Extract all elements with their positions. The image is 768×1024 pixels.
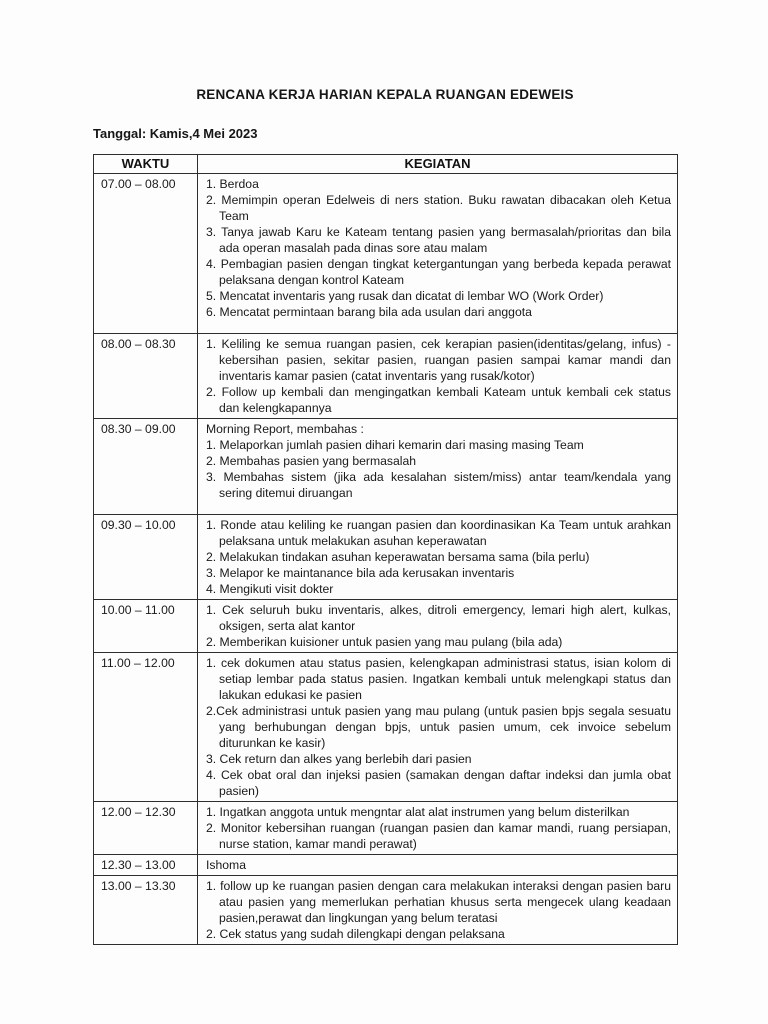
time-cell: 10.00 – 11.00 (94, 600, 198, 653)
activity-cell (198, 419, 678, 515)
table-row (94, 855, 678, 876)
document-content (93, 0, 677, 945)
activity-item: 2. Memimpin operan Edelweis di ners station. Buku rawatan dibacakan oleh Ketua Team (206, 193, 671, 223)
time-cell: 12.00 – 12.30 (94, 802, 198, 855)
activity-cell (198, 515, 678, 600)
activity-cell (198, 653, 678, 802)
table-row (94, 600, 678, 653)
activity-item: 1. Ingatkan anggota untuk mengntar alat alat instrumen yang belum disterilkan (206, 805, 630, 819)
time-cell: 07.00 – 08.00 (94, 174, 198, 334)
activity-item: 1. Melaporkan jumlah pasien dihari kemarin dari masing masing Team (206, 438, 584, 452)
activity-item: 2. Cek status yang sudah dilengkapi dengan pelaksana (206, 927, 505, 941)
time-cell: 11.00 – 12.00 (94, 653, 198, 802)
activity-item: 1. follow up ke ruangan pasien dengan cara melakukan interaksi dengan pasien baru atau pasien yang memerlukan perhatian khusus serta mengecek ulang keadaan pasien,perawat dan lingkungan yang belum teratasi (206, 879, 671, 925)
activity-item: 4. Mengikuti visit dokter (206, 582, 334, 596)
activity-item: 2. Follow up kembali dan mengingatkan kembali Kateam untuk kembali cek status dan kelengkapannya (206, 385, 671, 415)
time-cell: 12.30 – 13.00 (94, 855, 198, 876)
activity-item: 1. Ronde atau keliling ke ruangan pasien dan koordinasikan Ka Team untuk arahkan pelaksana untuk melakukan asuhan keperawatan (206, 518, 671, 548)
table-row (94, 419, 678, 515)
activity-item: 3. Melapor ke maintanance bila ada kerusakan inventaris (206, 566, 515, 580)
activity-cell (198, 855, 678, 876)
table-row (94, 174, 678, 334)
table-header-row (94, 155, 678, 174)
activity-item: 2. Melakukan tindakan asuhan keperawatan bersama sama (bila perlu) (206, 550, 590, 564)
time-cell: 08.30 – 09.00 (94, 419, 198, 515)
activity-item: 1. Cek seluruh buku inventaris, alkes, ditroli emergency, lemari high alert, kulkas, oksigen, serta alat kantor (206, 603, 671, 633)
table-row (94, 334, 678, 419)
activity-item: Morning Report, membahas : (206, 422, 364, 436)
activity-cell (198, 174, 678, 334)
table-row (94, 802, 678, 855)
time-cell: 08.00 – 08.30 (94, 334, 198, 419)
activity-item: 3. Membahas sistem (jika ada kesalahan sistem/miss) antar team/kendala yang sering ditemui diruangan (206, 470, 671, 500)
schedule-table (93, 154, 678, 945)
activity-cell (198, 600, 678, 653)
time-cell: 13.00 – 13.30 (94, 876, 198, 945)
activity-item: 4. Pembagian pasien dengan tingkat ketergantungan yang berbeda kepada perawat pelaksana dengan kontrol Kateam (206, 257, 671, 287)
date-label: Tanggal: Kamis,4 Mei 2023 (93, 126, 258, 141)
column-header-kegiatan: KEGIATAN (198, 155, 678, 174)
activity-item: 1. Berdoa (206, 177, 259, 191)
table-row (94, 653, 678, 802)
activity-item: 2.Cek administrasi untuk pasien yang mau pulang (untuk pasien bpjs segala sesuatu yang berhubungan dengan bpjs, untuk pasien umum, cek invoice sebelum diturunkan ke kasir) (206, 704, 671, 750)
activity-item: 3. Tanya jawab Karu ke Kateam tentang pasien yang bermasalah/prioritas dan bila ada operan masalah pada dinas sore atau malam (206, 225, 671, 255)
activity-item: 5. Mencatat inventaris yang rusak dan dicatat di lembar WO (Work Order) (206, 289, 604, 303)
time-cell: 09.30 – 10.00 (94, 515, 198, 600)
activity-item: 4. Cek obat oral dan injeksi pasien (samakan dengan daftar indeksi dan jumla obat pasien) (206, 768, 671, 798)
activity-item: 2. Membahas pasien yang bermasalah (206, 454, 417, 468)
activity-item: 2. Memberikan kuisioner untuk pasien yang mau pulang (bila ada) (206, 635, 563, 649)
schedule-rows (94, 174, 678, 945)
column-header-waktu: WAKTU (94, 155, 198, 174)
activity-item: 2. Monitor kebersihan ruangan (ruangan pasien dan kamar mandi, ruang persiapan, nurse station, kamar mandi perawat) (206, 821, 671, 851)
activity-item: 1. cek dokumen atau status pasien, kelengkapan administrasi status, isian kolom di setiap lembar pada status pasien. Ingatkan kembali untuk melengkapi status dan lakukan edukasi ke pasien (206, 656, 671, 702)
activity-cell (198, 802, 678, 855)
table-row (94, 876, 678, 945)
activity-item: Ishoma (206, 858, 246, 872)
activity-cell (198, 334, 678, 419)
activity-item: 3. Cek return dan alkes yang berlebih dari pasien (206, 752, 472, 766)
activity-item: 1. Keliling ke semua ruangan pasien, cek kerapian pasien(identitas/gelang, infus) -kebersihan pasien, sekitar pasien, ruangan pasien sampai kamar mandi dan inventaris kamar pasien (catat inventaris yang rusak/kotor) (206, 337, 671, 383)
activity-cell (198, 876, 678, 945)
table-row (94, 515, 678, 600)
activity-item: 6. Mencatat permintaan barang bila ada usulan dari anggota (206, 305, 532, 319)
page-title: RENCANA KERJA HARIAN KEPALA RUANGAN EDEWEIS (196, 87, 574, 102)
